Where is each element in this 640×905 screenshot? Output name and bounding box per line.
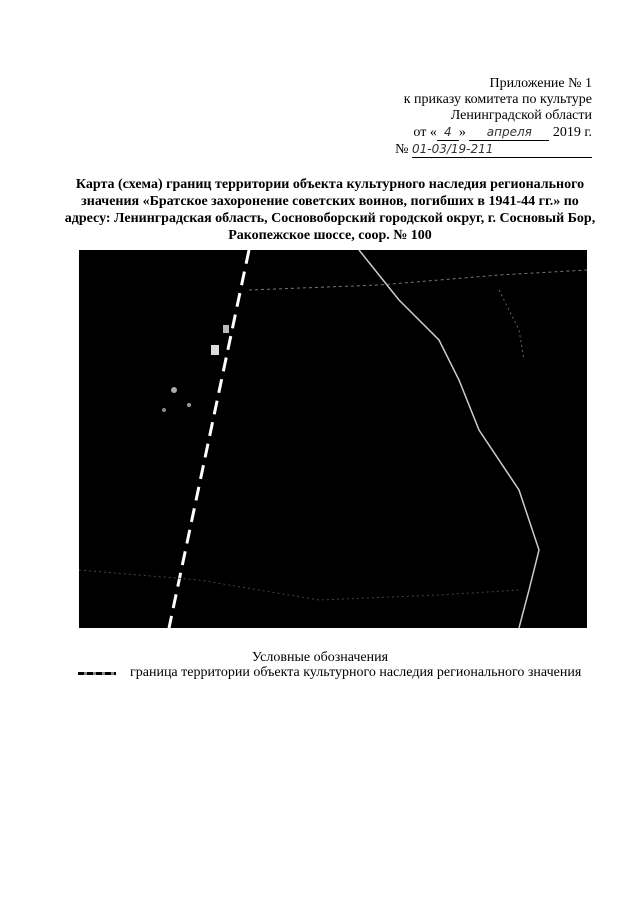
- object-marker-3: [162, 408, 166, 412]
- contour-line-3: [79, 570, 519, 600]
- contour-line-2: [499, 290, 524, 360]
- legend-item-label: граница территории объекта культурного наследия регионального значения: [130, 665, 582, 680]
- object-marker-2: [187, 403, 191, 407]
- object-marker: [171, 387, 177, 393]
- order-date: от « 4 » апреля 2019 г.: [413, 125, 592, 140]
- document-title: Карта (схема) границ территории объекта культурного наследия регионального значения «Братское захоронение советских воинов, погибших в 1941-44 гг.» по адресу: Ленинградская область, Сосновоборский городской округ, г. Сосновый Бор, Ракопежское шоссе, соор. № 100: [64, 177, 596, 243]
- date-day: 4: [437, 124, 459, 141]
- appendix-number: Приложение № 1: [489, 76, 592, 91]
- appendix-header: [395, 76, 592, 158]
- boundary-line: [169, 250, 249, 628]
- legend-title: Условные обозначения: [251, 650, 389, 665]
- order-reference: к приказу комитета по культуре: [403, 92, 592, 107]
- order-number-value: 01-03/19-211: [412, 141, 592, 158]
- boundary-swatch-icon: [78, 672, 116, 675]
- structure-marker-2: [223, 325, 229, 333]
- structure-marker: [211, 345, 219, 355]
- date-year: 2019 г.: [552, 125, 592, 140]
- legend-item: [78, 665, 581, 681]
- map-drawing: [79, 250, 587, 628]
- order-number: № 01-03/19-211: [395, 141, 592, 158]
- map-scheme: [79, 250, 587, 628]
- road-line: [359, 250, 539, 628]
- region-name: Ленинградской области: [450, 108, 592, 123]
- contour-line: [249, 270, 587, 290]
- date-month: апреля: [469, 124, 549, 141]
